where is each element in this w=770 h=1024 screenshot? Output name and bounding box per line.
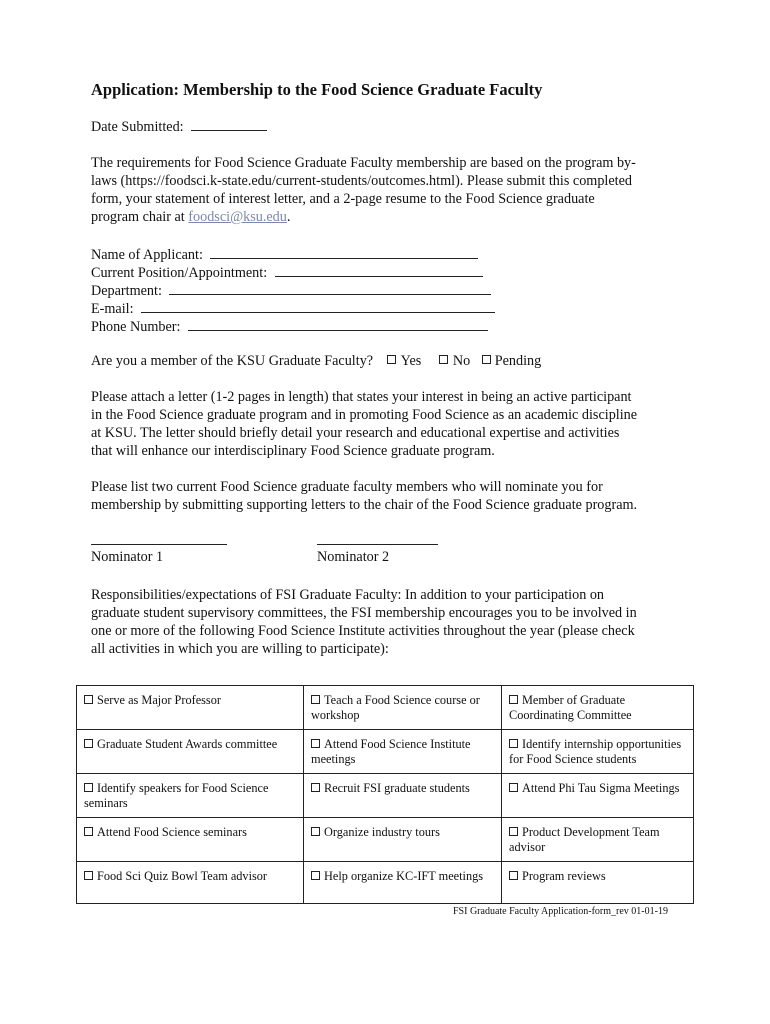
applicant-name-row xyxy=(91,246,478,264)
intro-line: form, your statement of interest letter, and a 2-page resume to the Food Science graduate xyxy=(91,191,595,207)
nominator-1-blank[interactable] xyxy=(91,544,227,545)
activity-label: Help organize KC-IFT meetings xyxy=(324,869,484,883)
nominate-line: Please list two current Food Science graduate faculty members who will nominate you for xyxy=(91,479,603,495)
position-row xyxy=(91,264,483,282)
responsibilities-line: one or more of the following Food Science Institute activities throughout the year (please check xyxy=(91,623,635,639)
activity-checkbox[interactable] xyxy=(84,783,93,792)
activities-table xyxy=(76,685,694,904)
nominator-2-blank[interactable] xyxy=(317,544,438,545)
activity-checkbox[interactable] xyxy=(84,739,93,748)
no-label: No xyxy=(452,353,471,369)
pending-label: Pending xyxy=(494,353,542,369)
activity-checkbox[interactable] xyxy=(311,827,320,836)
responsibilities-line: all activities in which you are willing to participate): xyxy=(91,641,389,657)
activity-cell[interactable] xyxy=(304,774,502,818)
activity-label: Identify speakers for Food Science seminars xyxy=(84,781,269,810)
activities-row xyxy=(77,818,694,862)
intro-line: The requirements for Food Science Graduate Faculty membership are based on the program by- xyxy=(91,155,636,171)
department-label: Department: xyxy=(91,283,162,299)
nominator-2-label: Nominator 2 xyxy=(317,549,390,565)
activity-label: Food Sci Quiz Bowl Team advisor xyxy=(97,869,268,883)
activity-checkbox[interactable] xyxy=(509,871,518,880)
graduate-faculty-question xyxy=(91,353,541,370)
letter-paragraph xyxy=(91,388,681,460)
activities-row xyxy=(77,686,694,730)
activity-label: Attend Food Science Institute meetings xyxy=(311,737,471,766)
activity-label: Recruit FSI graduate students xyxy=(324,781,470,795)
email-blank[interactable] xyxy=(141,300,495,313)
activity-cell[interactable] xyxy=(502,774,694,818)
activity-checkbox[interactable] xyxy=(311,695,320,704)
date-submitted-row xyxy=(91,118,267,136)
phone-label: Phone Number: xyxy=(91,319,181,335)
phone-row xyxy=(91,318,488,336)
intro-line: laws (https://foodsci.k-state.edu/current-students/outcomes.html). Please submit this completed xyxy=(91,173,632,189)
activity-checkbox[interactable] xyxy=(509,739,518,748)
yes-label: Yes xyxy=(400,353,422,369)
activity-cell[interactable] xyxy=(77,686,304,730)
yes-checkbox[interactable] xyxy=(387,355,396,364)
applicant-name-label: Name of Applicant: xyxy=(91,247,203,263)
position-label: Current Position/Appointment: xyxy=(91,265,268,281)
activities-row xyxy=(77,862,694,904)
activity-label: Organize industry tours xyxy=(324,825,440,839)
activity-checkbox[interactable] xyxy=(84,827,93,836)
activity-label: Attend Phi Tau Sigma Meetings xyxy=(522,781,680,795)
intro-line-last xyxy=(91,208,681,226)
chair-email-link[interactable]: foodsci@ksu.edu xyxy=(188,209,287,225)
activity-cell[interactable] xyxy=(77,774,304,818)
activity-checkbox[interactable] xyxy=(311,871,320,880)
position-blank[interactable] xyxy=(275,264,483,277)
email-label: E-mail: xyxy=(91,301,134,317)
date-submitted-label: Date Submitted: xyxy=(91,119,184,135)
activity-label: Graduate Student Awards committee xyxy=(97,737,278,751)
activity-label: Program reviews xyxy=(522,869,606,883)
intro-paragraph xyxy=(91,154,681,226)
activity-cell[interactable] xyxy=(77,730,304,774)
activity-checkbox[interactable] xyxy=(311,783,320,792)
activities-row xyxy=(77,774,694,818)
activity-label: Identify internship opportunities for Food Science students xyxy=(509,737,682,766)
activity-label: Serve as Major Professor xyxy=(97,693,221,707)
form-revision-footer: FSI Graduate Faculty Application-form_rev 01-01-19 xyxy=(453,906,668,917)
nominator-1-label: Nominator 1 xyxy=(91,549,164,565)
activity-label: Member of Graduate Coordinating Committee xyxy=(509,693,632,722)
activity-checkbox[interactable] xyxy=(311,739,320,748)
activity-label: Attend Food Science seminars xyxy=(97,825,247,839)
intro-last-suffix: . xyxy=(286,209,291,225)
intro-last-prefix: program chair at xyxy=(91,209,189,225)
email-row xyxy=(91,300,495,318)
responsibilities-line: Responsibilities/expectations of FSI Graduate Faculty: In addition to your participation on xyxy=(91,587,605,603)
activity-cell[interactable] xyxy=(304,818,502,862)
activities-row xyxy=(77,730,694,774)
activity-cell[interactable] xyxy=(77,862,304,904)
member-question-label: Are you a member of the KSU Graduate Faculty? xyxy=(91,353,374,369)
activity-label: Product Development Team advisor xyxy=(509,825,660,854)
letter-line: at KSU. The letter should briefly detail your research and educational expertise and activities xyxy=(91,425,620,441)
letter-line: that will enhance our interdisciplinary Food Science graduate program. xyxy=(91,443,495,459)
activity-checkbox[interactable] xyxy=(84,871,93,880)
letter-line: in the Food Science graduate program and in promoting Food Science as an academic discipline xyxy=(91,407,638,423)
activity-label: Teach a Food Science course or workshop xyxy=(311,693,480,722)
responsibilities-line: graduate student supervisory committees, the FSI membership encourages you to be involved in xyxy=(91,605,637,621)
activity-cell[interactable] xyxy=(502,686,694,730)
activity-checkbox[interactable] xyxy=(509,827,518,836)
activity-checkbox[interactable] xyxy=(84,695,93,704)
applicant-name-blank[interactable] xyxy=(210,246,478,259)
activity-checkbox[interactable] xyxy=(509,695,518,704)
letter-line: Please attach a letter (1-2 pages in length) that states your interest in being an active participant xyxy=(91,389,632,405)
activity-cell[interactable] xyxy=(502,862,694,904)
department-row xyxy=(91,282,491,300)
nominate-line: membership by submitting supporting letters to the chair of the Food Science graduate program. xyxy=(91,497,638,513)
activity-cell[interactable] xyxy=(502,730,694,774)
activity-cell[interactable] xyxy=(304,730,502,774)
date-submitted-blank[interactable] xyxy=(191,118,267,131)
phone-blank[interactable] xyxy=(188,318,488,331)
pending-checkbox[interactable] xyxy=(482,355,491,364)
no-checkbox[interactable] xyxy=(439,355,448,364)
activity-cell[interactable] xyxy=(304,686,502,730)
department-blank[interactable] xyxy=(169,282,491,295)
form-title: Application: Membership to the Food Science Graduate Faculty xyxy=(91,80,543,99)
activity-cell[interactable] xyxy=(304,862,502,904)
nominate-paragraph xyxy=(91,478,681,514)
activity-cell[interactable] xyxy=(77,818,304,862)
responsibilities-paragraph xyxy=(91,586,681,658)
activity-checkbox[interactable] xyxy=(509,783,518,792)
activity-cell[interactable] xyxy=(502,818,694,862)
